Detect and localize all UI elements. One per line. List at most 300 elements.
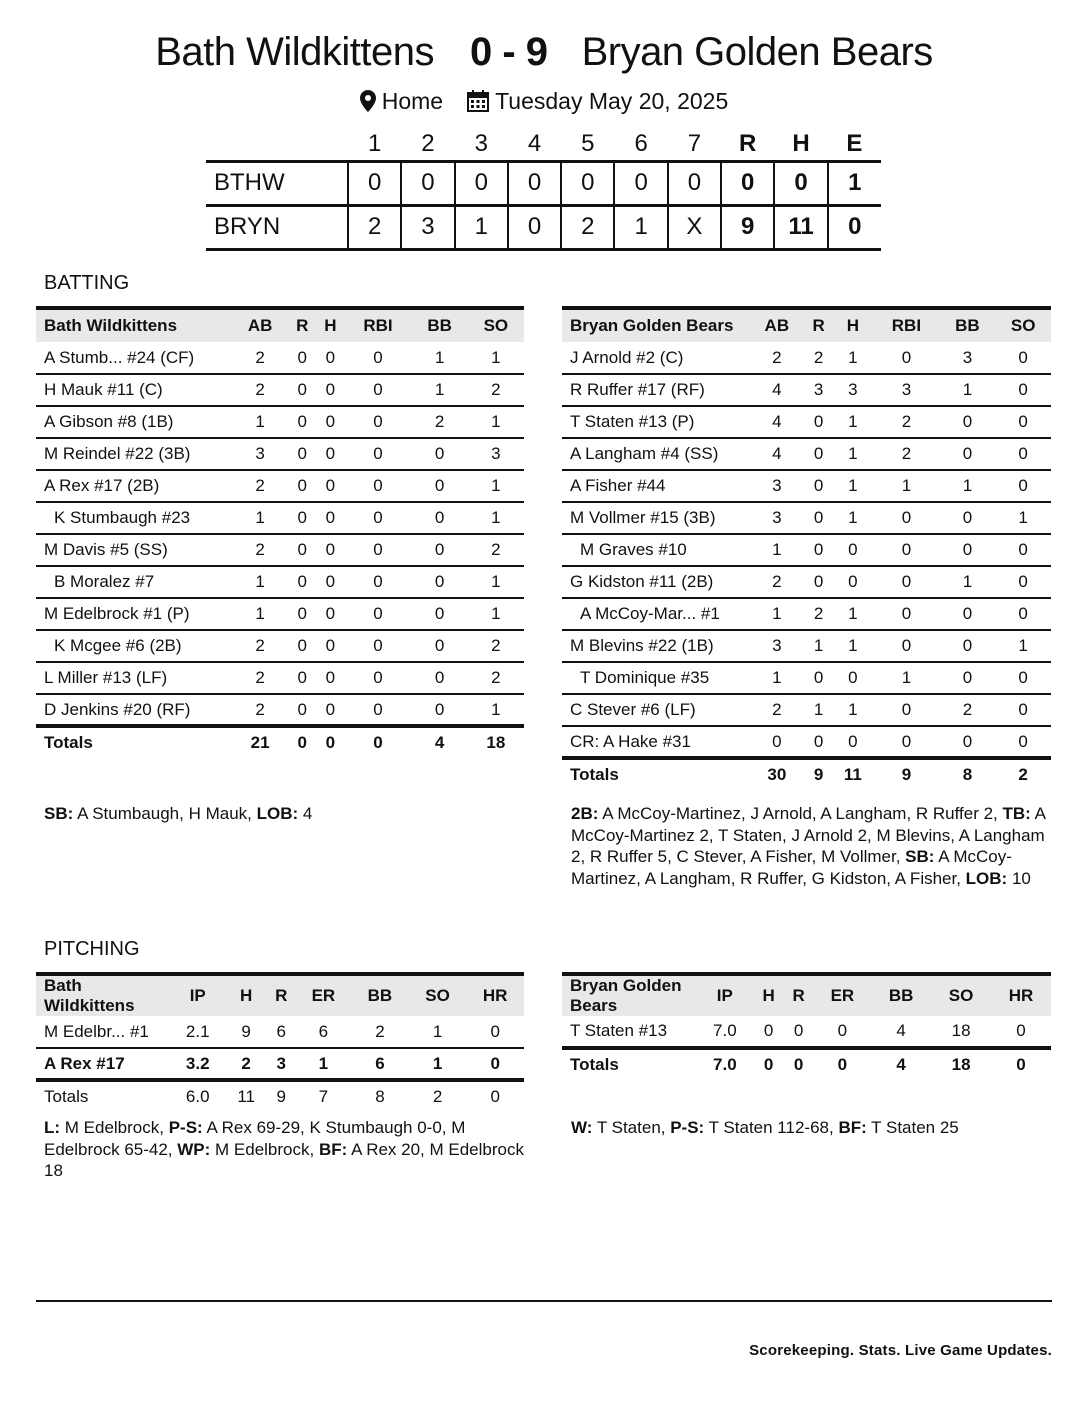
total-cell: 2 — [409, 1080, 467, 1112]
stat-cell: 3 — [232, 438, 288, 470]
footer-divider — [36, 1300, 1052, 1302]
table-row — [36, 1048, 524, 1080]
stat-cell: 0 — [873, 534, 939, 566]
table-row — [562, 502, 1051, 534]
total-cell: 18 — [468, 726, 524, 758]
stat-cell: 0 — [833, 534, 874, 566]
stat-cell: 1 — [409, 1048, 467, 1080]
stat-cell: 3 — [805, 374, 833, 406]
column-header: SO — [468, 308, 524, 342]
team-header: Bath Wildkittens — [36, 974, 170, 1016]
stat-cell: 3 — [873, 374, 939, 406]
player-name: M Blevins #22 (1B) — [562, 630, 749, 662]
stat-cell: 0 — [754, 1016, 784, 1048]
stat-cell: 1 — [232, 406, 288, 438]
game-title — [0, 30, 1088, 75]
inning-score: 0 — [614, 161, 667, 205]
stat-cell: 0 — [316, 630, 344, 662]
total-cell: 2 — [995, 758, 1051, 790]
table-row — [562, 342, 1051, 374]
stat-cell: 0 — [411, 438, 467, 470]
total-cell: 0 — [784, 1048, 814, 1080]
note-text: M Edelbrock, — [60, 1118, 169, 1137]
inning-score: 0 — [348, 161, 401, 205]
stat-cell: 0 — [288, 342, 316, 374]
note-text: T Staten 112-68, — [704, 1118, 839, 1137]
stat-cell: 0 — [288, 694, 316, 726]
stat-cell: 0 — [316, 566, 344, 598]
note-label: SB: — [905, 847, 935, 866]
stat-cell: 1 — [232, 598, 288, 630]
stat-cell: 0 — [995, 374, 1051, 406]
team-abbr: BTHW — [206, 161, 348, 205]
stat-cell: 0 — [288, 598, 316, 630]
stat-cell: 0 — [873, 342, 939, 374]
stat-cell: 4 — [749, 406, 805, 438]
stat-cell: 0 — [995, 438, 1051, 470]
stat-cell: 2 — [232, 374, 288, 406]
footer-tagline: Scorekeeping. Stats. Live Game Updates. — [749, 1342, 1052, 1359]
stat-cell: 0 — [833, 662, 874, 694]
player-name: M Edelbr... #1 — [36, 1016, 170, 1048]
table-row — [562, 694, 1051, 726]
home-team-name: Bryan Golden Bears — [581, 30, 933, 74]
player-name: B Moralez #7 — [36, 566, 232, 598]
stat-cell: 0 — [995, 534, 1051, 566]
total-cell: 9 — [267, 1080, 296, 1112]
stat-cell: 0 — [411, 662, 467, 694]
note-label: P-S: — [168, 1118, 203, 1137]
total-cell: 9 — [805, 758, 833, 790]
stat-cell: 2 — [225, 1048, 266, 1080]
column-header: H — [754, 974, 784, 1016]
total-cell: 7 — [296, 1080, 351, 1112]
note-label: W: — [571, 1118, 593, 1137]
player-name: T Staten #13 — [562, 1016, 696, 1048]
linescore-row-away — [206, 161, 881, 205]
away-team-name: Bath Wildkittens — [155, 30, 435, 74]
stat-cell: 0 — [940, 726, 996, 758]
total-cell: 4 — [411, 726, 467, 758]
stat-cell: 0 — [411, 534, 467, 566]
total-cell: 0 — [466, 1080, 524, 1112]
stat-cell: 0 — [749, 726, 805, 758]
note-label: LOB: — [965, 868, 1008, 888]
stat-cell: 0 — [814, 1016, 872, 1048]
stat-cell: 1 — [468, 406, 524, 438]
table-row — [562, 470, 1051, 502]
stat-cell: 0 — [288, 502, 316, 534]
team-header: Bryan Golden Bears — [562, 974, 696, 1016]
stat-cell: 0 — [466, 1048, 524, 1080]
player-name: A Rex #17 (2B) — [36, 470, 232, 502]
total-cell: 11 — [225, 1080, 266, 1112]
stat-cell: 1 — [995, 630, 1051, 662]
total-cell: 21 — [232, 726, 288, 758]
total-cell: 4 — [871, 1048, 931, 1080]
column-header: RBI — [344, 308, 411, 342]
column-header: SO — [409, 974, 467, 1016]
stat-cell: 4 — [749, 374, 805, 406]
player-name: T Staten #13 (P) — [562, 406, 749, 438]
stat-cell: 0 — [316, 406, 344, 438]
table-row — [36, 470, 524, 502]
stat-cell: 0 — [940, 406, 996, 438]
stat-cell: 0 — [873, 598, 939, 630]
stat-cell: 0 — [344, 470, 411, 502]
player-name: A Fisher #44 — [562, 470, 749, 502]
stat-cell: 18 — [931, 1016, 991, 1048]
stat-cell: 9 — [225, 1016, 266, 1048]
stat-cell: 3 — [749, 502, 805, 534]
stat-cell: 0 — [344, 566, 411, 598]
inning-header: 4 — [527, 130, 542, 158]
stat-cell: 0 — [288, 630, 316, 662]
column-header: IP — [170, 974, 225, 1016]
stat-cell: 6 — [296, 1016, 351, 1048]
total-cell: 8 — [940, 758, 996, 790]
stat-cell: 1 — [833, 438, 874, 470]
stat-cell: 1 — [468, 470, 524, 502]
stat-cell: 0 — [344, 342, 411, 374]
note-text: M Edelbrock, — [210, 1139, 319, 1159]
stat-cell: 2 — [749, 566, 805, 598]
table-row — [36, 534, 524, 566]
stat-cell: 0 — [805, 406, 833, 438]
stat-cell: 0 — [344, 630, 411, 662]
stat-cell: 0 — [940, 662, 996, 694]
stat-cell: 0 — [873, 694, 939, 726]
total-hits: 0 — [774, 161, 827, 205]
stat-cell: 2.1 — [170, 1016, 225, 1048]
stat-cell: 0 — [316, 502, 344, 534]
column-header: ER — [814, 974, 872, 1016]
stat-cell: 0 — [873, 630, 939, 662]
column-header: H — [316, 308, 344, 342]
inning-score: 1 — [455, 205, 508, 249]
team-header: Bryan Golden Bears — [562, 308, 749, 342]
pitching-heading: PITCHING — [44, 938, 140, 960]
stat-cell: 2 — [232, 694, 288, 726]
stat-cell: 0 — [995, 470, 1051, 502]
note-text: A Rex 69-29, K Stumbaugh 0-0, M Edelbrock 65-42, — [44, 1118, 466, 1159]
hits-header: H — [792, 130, 810, 158]
table-row — [36, 566, 524, 598]
note-label: 2B: — [571, 804, 599, 823]
total-cell: 7.0 — [696, 1048, 754, 1080]
stat-cell: 0 — [316, 374, 344, 406]
stat-cell: 1 — [940, 374, 996, 406]
stat-cell: 0 — [411, 694, 467, 726]
player-name: L Miller #13 (LF) — [36, 662, 232, 694]
note-text: T Staten 25 — [866, 1118, 959, 1137]
stat-cell: 2 — [468, 374, 524, 406]
inning-score: 0 — [455, 161, 508, 205]
player-name: A Gibson #8 (1B) — [36, 406, 232, 438]
stat-cell: 2 — [232, 470, 288, 502]
total-cell: 0 — [344, 726, 411, 758]
linescore-row-home — [206, 205, 881, 249]
stat-cell: 2 — [411, 406, 467, 438]
column-header: AB — [232, 308, 288, 342]
stat-cell: 1 — [940, 566, 996, 598]
stat-cell: 0 — [873, 566, 939, 598]
stat-cell: 2 — [873, 438, 939, 470]
stat-cell: 0 — [344, 438, 411, 470]
stat-cell: 0 — [833, 566, 874, 598]
stat-cell: 0 — [411, 470, 467, 502]
stat-cell: 1 — [468, 566, 524, 598]
stat-cell: 1 — [468, 598, 524, 630]
table-row — [562, 438, 1051, 470]
stat-cell: 1 — [468, 502, 524, 534]
stat-cell: 3 — [940, 342, 996, 374]
stat-cell: 0 — [316, 694, 344, 726]
note-label: WP: — [177, 1139, 211, 1159]
stat-cell: 2 — [749, 694, 805, 726]
stat-cell: 0 — [805, 726, 833, 758]
table-row — [36, 598, 524, 630]
stat-cell: 0 — [995, 694, 1051, 726]
stat-cell: 0 — [995, 406, 1051, 438]
stat-cell: 1 — [833, 630, 874, 662]
inning-score: 0 — [508, 161, 561, 205]
total-hits: 11 — [774, 205, 827, 249]
table-row — [36, 662, 524, 694]
stat-cell: 1 — [409, 1016, 467, 1048]
final-score: 0 - 9 — [470, 30, 548, 74]
stat-cell: 0 — [940, 630, 996, 662]
stat-cell: 0 — [940, 598, 996, 630]
totals-label: Totals — [562, 758, 749, 790]
player-name: CR: A Hake #31 — [562, 726, 749, 758]
inning-header: 1 — [367, 130, 382, 158]
stat-cell: 0 — [316, 534, 344, 566]
stat-cell: 0 — [940, 438, 996, 470]
inning-score: 0 — [401, 161, 454, 205]
stat-cell: 0 — [833, 726, 874, 758]
total-cell: 18 — [931, 1048, 991, 1080]
totals-row — [36, 1080, 524, 1112]
inning-score: 0 — [561, 161, 614, 205]
table-row — [562, 374, 1051, 406]
player-name: M Davis #5 (SS) — [36, 534, 232, 566]
note-text: 10 — [1007, 868, 1031, 888]
stat-cell: 2 — [232, 630, 288, 662]
player-name: M Edelbrock #1 (P) — [36, 598, 232, 630]
player-name: M Graves #10 — [562, 534, 749, 566]
totals-label: Totals — [36, 1080, 170, 1112]
stat-cell: 3 — [833, 374, 874, 406]
table-row — [36, 342, 524, 374]
column-header: BB — [351, 974, 409, 1016]
table-row — [36, 438, 524, 470]
stat-cell: 3 — [468, 438, 524, 470]
column-header: H — [225, 974, 266, 1016]
table-row — [36, 1016, 524, 1048]
stat-cell: 0 — [288, 534, 316, 566]
stat-cell: 1 — [232, 566, 288, 598]
note-label: SB: — [44, 804, 74, 823]
inning-header: 6 — [634, 130, 648, 158]
column-header: RBI — [873, 308, 939, 342]
stat-cell: 0 — [316, 662, 344, 694]
total-cell: 8 — [351, 1080, 409, 1112]
stat-cell: 1 — [940, 470, 996, 502]
stat-cell: 2 — [468, 630, 524, 662]
column-header: HR — [466, 974, 524, 1016]
note-text: A McCoy-Martinez, J Arnold, A Langham, R Ruffer 2, — [598, 804, 1003, 823]
note-label: TB: — [1002, 804, 1031, 823]
player-name: A Langham #4 (SS) — [562, 438, 749, 470]
stat-cell: 2 — [232, 662, 288, 694]
table-row — [562, 630, 1051, 662]
stat-cell: 2 — [468, 662, 524, 694]
stat-cell: 1 — [995, 502, 1051, 534]
stat-cell: 0 — [316, 598, 344, 630]
stat-cell: 0 — [344, 502, 411, 534]
stat-cell: 4 — [871, 1016, 931, 1048]
inning-score: 0 — [508, 205, 561, 249]
player-name: M Vollmer #15 (3B) — [562, 502, 749, 534]
column-header: ER — [296, 974, 351, 1016]
column-header: SO — [931, 974, 991, 1016]
stat-cell: 1 — [749, 534, 805, 566]
stat-cell: 6 — [351, 1048, 409, 1080]
total-cell: 6.0 — [170, 1080, 225, 1112]
total-cell: 0 — [814, 1048, 872, 1080]
stat-cell: 1 — [873, 470, 939, 502]
player-name: A Stumb... #24 (CF) — [36, 342, 232, 374]
stat-cell: 0 — [316, 470, 344, 502]
player-name: G Kidston #11 (2B) — [562, 566, 749, 598]
stat-cell: 2 — [805, 342, 833, 374]
stat-cell: 1 — [296, 1048, 351, 1080]
stat-cell: 1 — [411, 374, 467, 406]
table-row — [562, 406, 1051, 438]
inning-header: 3 — [474, 130, 488, 158]
table-row — [36, 502, 524, 534]
note-text: A McCoy-Martinez, A Langham, R Ruffer, G Kidston, A Fisher, — [571, 847, 1012, 888]
stat-cell: 7.0 — [696, 1016, 754, 1048]
stat-cell: 0 — [805, 502, 833, 534]
stat-cell: 0 — [995, 342, 1051, 374]
inning-score: X — [668, 205, 721, 249]
player-name: T Dominique #35 — [562, 662, 749, 694]
stat-cell: 2 — [232, 534, 288, 566]
stat-cell: 0 — [288, 566, 316, 598]
column-header: BB — [411, 308, 467, 342]
stat-cell: 1 — [232, 502, 288, 534]
player-name: K Stumbaugh #23 — [36, 502, 232, 534]
table-row — [562, 534, 1051, 566]
table-row — [36, 406, 524, 438]
linescore-table — [206, 129, 881, 251]
column-header: BB — [940, 308, 996, 342]
stat-cell: 3 — [749, 470, 805, 502]
total-cell: 0 — [754, 1048, 784, 1080]
note-text: A Rex 20, M Edelbrock 18 — [44, 1139, 524, 1180]
column-header: BB — [871, 974, 931, 1016]
batting-notes-away — [44, 803, 524, 825]
game-date: Tuesday May 20, 2025 — [495, 88, 729, 114]
stat-cell: 0 — [805, 534, 833, 566]
batting-table-home — [562, 306, 1051, 790]
stat-cell: 0 — [344, 598, 411, 630]
column-header: R — [805, 308, 833, 342]
note-text: T Staten, — [592, 1118, 671, 1137]
stat-cell: 0 — [995, 726, 1051, 758]
table-row — [562, 566, 1051, 598]
player-name: K Mcgee #6 (2B) — [36, 630, 232, 662]
stat-cell: 0 — [288, 374, 316, 406]
totals-label: Totals — [562, 1048, 696, 1080]
errors-header: E — [846, 130, 863, 158]
stat-cell: 0 — [784, 1016, 814, 1048]
batting-notes-home — [571, 803, 1051, 889]
stat-cell: 2 — [749, 342, 805, 374]
player-name: A McCoy-Mar... #1 — [562, 598, 749, 630]
map-pin-icon — [360, 90, 376, 118]
table-row — [562, 726, 1051, 758]
column-header: SO — [995, 308, 1051, 342]
stat-cell: 0 — [316, 438, 344, 470]
pitching-table-away — [36, 972, 524, 1112]
stat-cell: 0 — [995, 566, 1051, 598]
stat-cell: 1 — [833, 502, 874, 534]
column-header: H — [833, 308, 874, 342]
table-row — [562, 662, 1051, 694]
game-location: Home — [381, 88, 444, 114]
stat-cell: 0 — [940, 534, 996, 566]
totals-row — [562, 1048, 1051, 1080]
total-runs: 0 — [721, 161, 774, 205]
inning-score: 2 — [348, 205, 401, 249]
stat-cell: 0 — [288, 470, 316, 502]
stat-cell: 1 — [805, 630, 833, 662]
team-header: Bath Wildkittens — [36, 308, 232, 342]
total-cell: 0 — [316, 726, 344, 758]
inning-header: 7 — [687, 130, 702, 158]
stat-cell: 3.2 — [170, 1048, 225, 1080]
stat-cell: 0 — [805, 662, 833, 694]
note-text: 4 — [298, 804, 313, 823]
stat-cell: 0 — [344, 694, 411, 726]
batting-heading: BATTING — [44, 272, 130, 294]
stat-cell: 0 — [344, 534, 411, 566]
note-label: L: — [44, 1118, 61, 1137]
stat-cell: 1 — [873, 662, 939, 694]
column-header: R — [784, 974, 814, 1016]
column-header: IP — [696, 974, 754, 1016]
player-name: D Jenkins #20 (RF) — [36, 694, 232, 726]
pitching-table-home — [562, 972, 1051, 1080]
stat-cell: 1 — [468, 694, 524, 726]
pitching-notes-away — [44, 1117, 524, 1182]
stat-cell: 0 — [288, 438, 316, 470]
totals-row — [562, 758, 1051, 790]
stat-cell: 0 — [411, 502, 467, 534]
stat-cell: 0 — [873, 502, 939, 534]
stat-cell: 0 — [288, 662, 316, 694]
table-row — [36, 694, 524, 726]
note-text: A McCoy-Martinez 2, T Staten, J Arnold 2, M Blevins, A Langham 2, R Ruffer 5, C Stever, A Fisher, M Vollmer, — [571, 804, 1046, 866]
column-header: R — [288, 308, 316, 342]
note-label: BF: — [318, 1139, 348, 1159]
stat-cell: 0 — [288, 406, 316, 438]
stat-cell: 0 — [411, 566, 467, 598]
column-header: AB — [749, 308, 805, 342]
